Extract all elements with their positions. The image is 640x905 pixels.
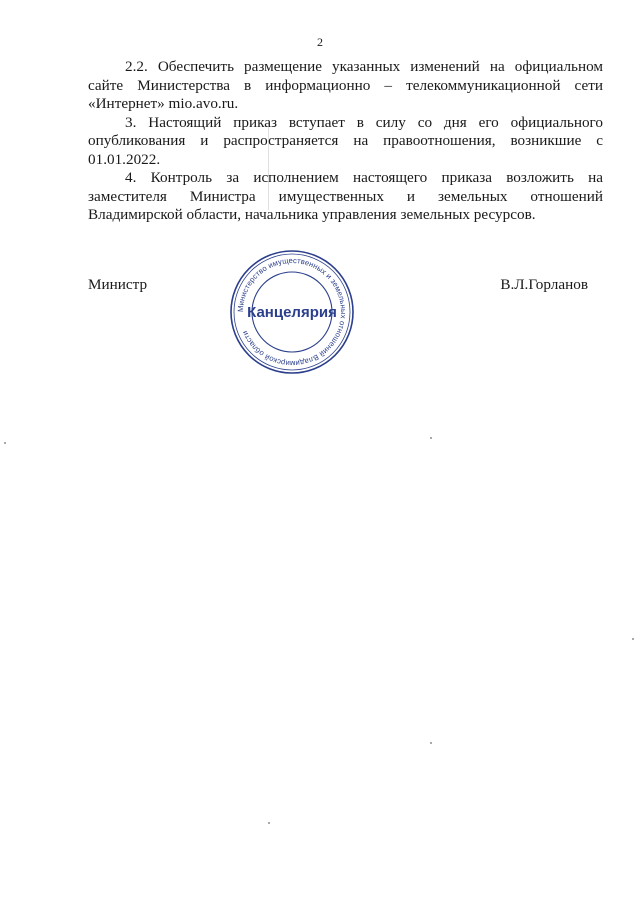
document-body: [88, 58, 603, 225]
stamp-seal-icon: [228, 248, 356, 376]
scan-artifact-dot: [268, 822, 270, 824]
scan-artifact-fold-line: [268, 120, 269, 210]
scan-artifact-dot: [430, 437, 432, 439]
stamp-center-text: Канцелярия: [247, 304, 337, 321]
paragraph-2-2: 2.2. Обеспечить размещение указанных изменений на официальном сайте Министерства в информационно – телекоммуникационной сети «Интернет» mio.avo.ru.: [88, 58, 603, 112]
paragraph-4: 4. Контроль за исполнением настоящего приказа возложить на заместителя Министра имущественных и земельных отношений Владимирской области, начальника управления земельных ресурсов.: [88, 169, 603, 223]
signatory-name: В.Л.Горланов: [500, 276, 588, 293]
official-stamp: [228, 248, 356, 376]
page-number: 2: [317, 35, 323, 49]
paragraph-3: 3. Настоящий приказ вступает в силу со дня его официального опубликования и распространяется на правоотношения, возникшие с 01.01.2022.: [88, 113, 603, 168]
scan-artifact-dot: [4, 442, 6, 444]
scan-artifact-dot: [632, 638, 634, 640]
scan-artifact-dot: [430, 742, 432, 744]
signatory-title: Министр: [88, 276, 148, 293]
stamp-ring-text: Министерство имущественных и земельных отношений Владимирской области: [235, 255, 349, 369]
